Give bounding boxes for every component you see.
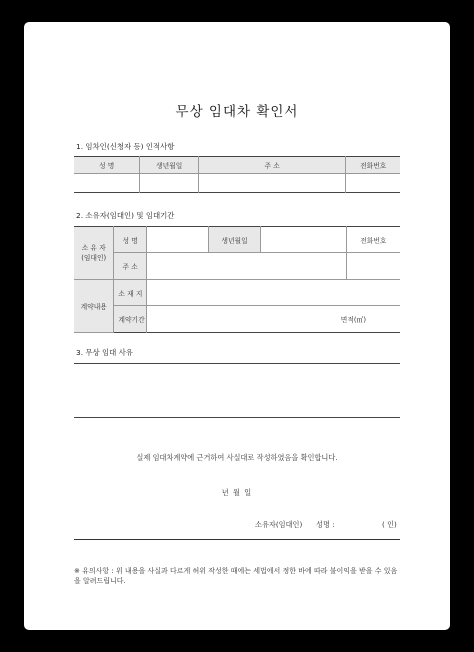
period-label: 계약기간	[114, 306, 147, 333]
owner-phone-cell[interactable]	[346, 253, 400, 280]
owner-birthdate-label: 생년월일	[208, 227, 260, 253]
location-label: 소 재 지	[114, 280, 147, 306]
tenant-info-table	[74, 156, 400, 193]
location-cell[interactable]	[146, 280, 400, 306]
owner-address-label: 주 소	[114, 253, 147, 280]
owner-birthdate-cell[interactable]	[261, 227, 347, 253]
owner-name-cell[interactable]	[146, 227, 208, 253]
reason-bottom-rule	[74, 417, 400, 418]
owner-label: 소 유 자 (임대인)	[74, 227, 114, 280]
header-name: 성 명	[74, 157, 140, 174]
document-title: 무상 임대차 확인서	[175, 104, 299, 120]
owner-phone-label: 전화번호	[346, 227, 400, 253]
owner-info-table	[74, 226, 400, 333]
owner-address-cell[interactable]	[146, 253, 346, 280]
tenant-birthdate-cell[interactable]	[140, 174, 198, 193]
header-birthdate: 생년월일	[140, 157, 198, 174]
section1-heading: 1. 임차인(신청자 등) 인적사항	[76, 142, 175, 151]
contract-label: 계약내용	[74, 280, 114, 333]
section2-heading: 2. 소유자(임대인) 및 임대기간	[76, 211, 175, 220]
notice-rule	[74, 539, 400, 540]
area-label: 면적(㎡)	[146, 306, 400, 333]
signature-name-label: 성명 :	[316, 520, 335, 529]
header-address: 주 소	[198, 157, 346, 174]
signature-seal-label: ( 인)	[382, 520, 397, 529]
section3-heading: 3. 무상 임대 사유	[76, 348, 133, 357]
notice-text: ※ 유의사항 : 위 내용을 사실과 다르게 허위 작성한 때에는 세법에서 정한 바에 따라 불이익을 받을 수 있음을 알려드립니다.	[74, 567, 398, 585]
reason-top-rule	[74, 363, 400, 364]
owner-name-label: 성 명	[114, 227, 147, 253]
tenant-phone-cell[interactable]	[346, 174, 400, 193]
confirmation-text: 실제 임대차계약에 근거하여 사실대로 작성하였음을 확인합니다.	[136, 453, 338, 462]
tenant-address-cell[interactable]	[198, 174, 346, 193]
header-phone: 전화번호	[346, 157, 400, 174]
tenant-name-cell[interactable]	[74, 174, 140, 193]
signature-owner-label: 소유자(임대인)	[255, 520, 303, 529]
document-page	[24, 22, 450, 630]
date-line: 년 월 일	[221, 488, 253, 497]
